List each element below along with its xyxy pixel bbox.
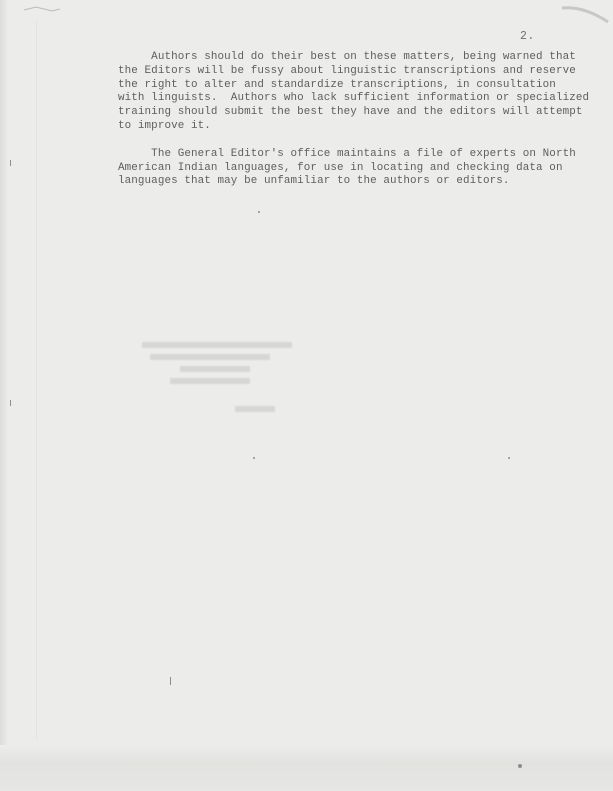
paper-speck: [518, 764, 522, 768]
corner-scuff-right: [558, 4, 610, 26]
text-line: the Editors will be fussy about linguistic transcriptions and reserve: [118, 64, 576, 77]
text-line: The General Editor's office maintains a file of experts on North: [118, 147, 576, 160]
text-line: the right to alter and standardize transcriptions, in consultation: [118, 78, 556, 91]
text-line: training should submit the best they have and the editors will attempt: [118, 106, 583, 119]
paper-speck: [508, 457, 510, 459]
paper-speck: [170, 677, 171, 685]
page-bottom-edge: [0, 745, 613, 791]
paper-speck: [258, 211, 260, 213]
paper-speck: [10, 400, 11, 406]
paragraph-experts-file: [118, 147, 576, 189]
page-left-edge-shadow: [0, 0, 8, 791]
page-number: 2.: [520, 30, 535, 43]
page-crease: [36, 20, 37, 740]
text-line: languages that may be unfamiliar to the authors or editors.: [118, 175, 510, 188]
corner-scuff-left: [22, 4, 62, 14]
bleed-through-texture: [140, 338, 330, 418]
text-line: Authors should do their best on these matters, being warned that: [118, 51, 576, 63]
text-line: American Indian languages, for use in locating and checking data on: [118, 161, 563, 174]
body-text: [118, 51, 590, 203]
paragraph-transcription-guidance: [118, 51, 590, 134]
text-line: with linguists. Authors who lack sufficient information or specialized: [118, 92, 590, 105]
paper-speck: [10, 160, 11, 166]
text-line: to improve it.: [118, 119, 211, 132]
paper-speck: [253, 457, 255, 459]
